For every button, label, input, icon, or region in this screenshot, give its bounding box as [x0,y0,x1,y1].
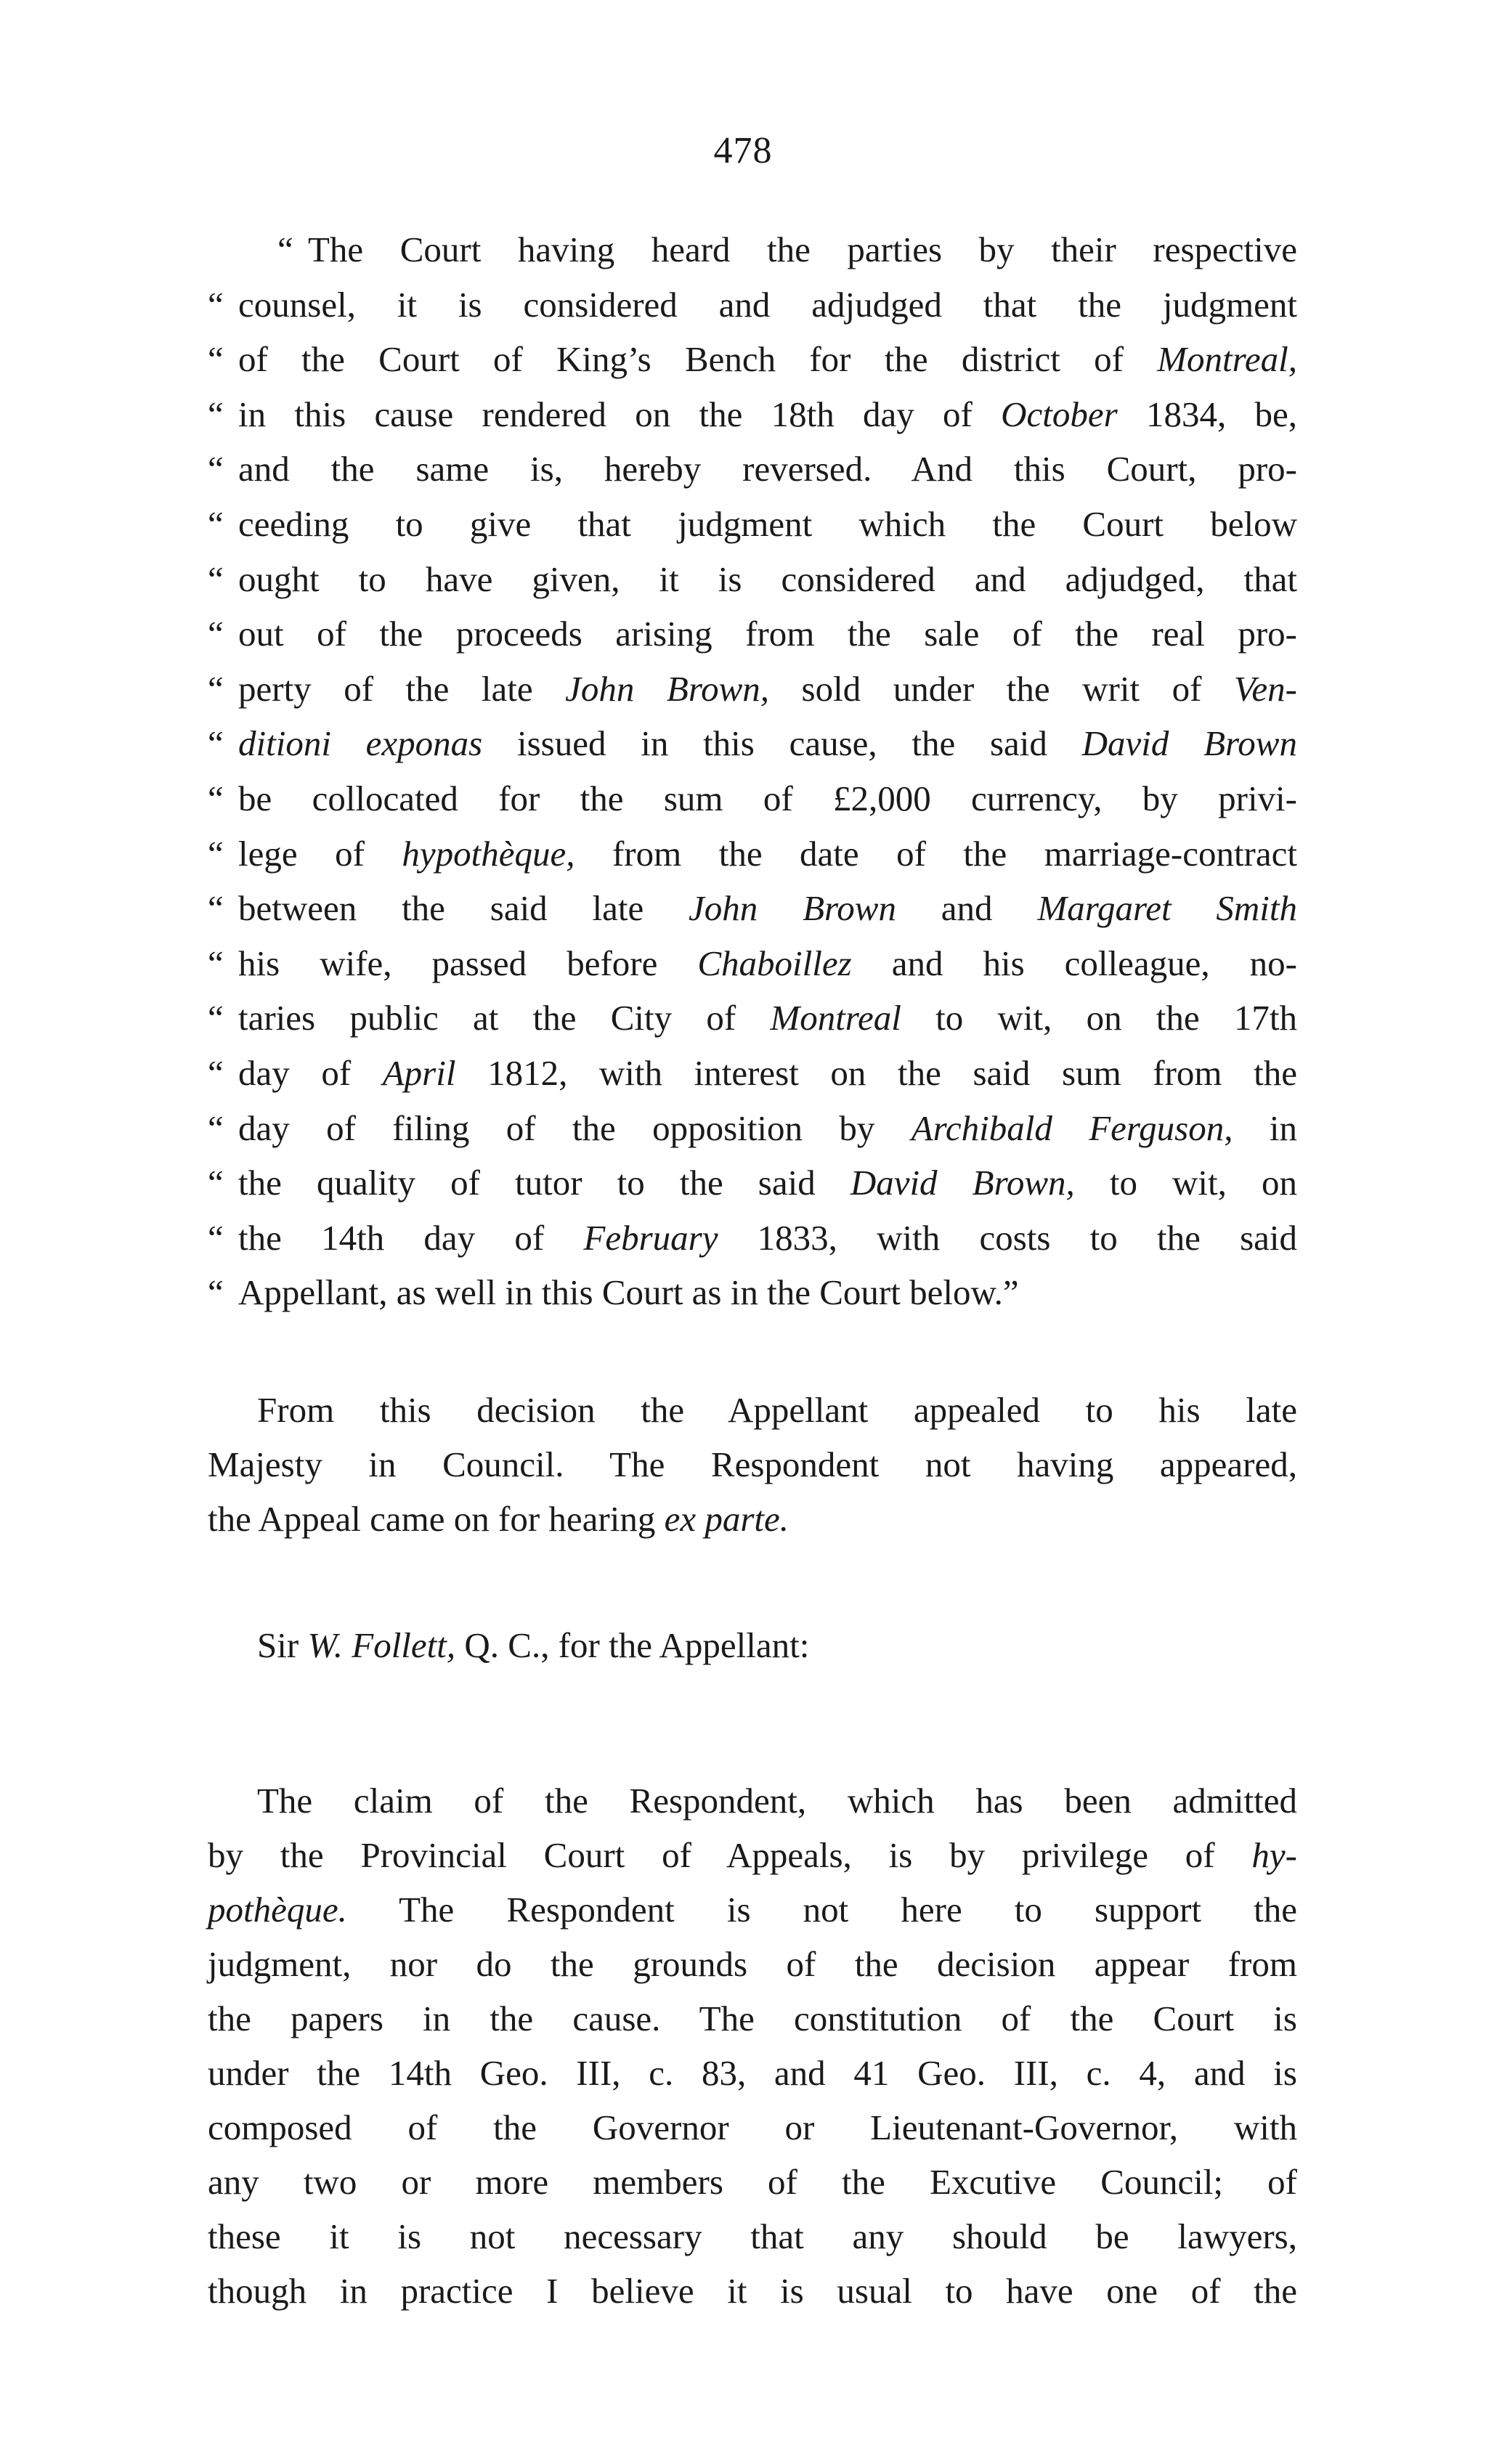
court-judgment-quote [208,222,1297,1320]
text-line [208,2264,1297,2318]
text-segment: Q. C., for the Appellant: [455,1625,810,1665]
italic-text: hypothèque, [402,833,575,874]
quote-mark: “ [208,449,224,489]
italic-text: October [1001,394,1118,434]
italic-text: Chaboillez [697,943,852,983]
text-line [208,387,1297,442]
text-line [208,2155,1297,2209]
quote-mark: “ [208,614,224,654]
text-segment: Sir [257,1625,308,1665]
text-segment: his wife, passed before [238,943,698,983]
text-segment: Majesty in Council. The Respondent not having appeared, [208,1444,1297,1484]
text-segment: in [1233,1107,1297,1148]
argument-paragraph [208,1773,1297,2318]
text-line [208,881,1297,936]
quote-mark: “ [208,1272,224,1313]
text-segment: composed of the Governor or Lieutenant-Governor, with [208,2107,1297,2147]
italic-text: hy- [1251,1835,1297,1875]
text-segment: ought to have given, it is considered and adjudged, that [238,558,1297,599]
text-segment: taries public at the City of [238,998,771,1038]
text-line [208,1828,1297,1882]
text-segment: Appellant, as well in this Court as in the Court below.” [238,1272,1019,1313]
text-segment: day of [238,1052,383,1093]
text-line [208,2209,1297,2264]
text-segment: the papers in the cause. The constitution of the Court is [208,1999,1297,2038]
text-line [208,2100,1297,2155]
text-line [208,771,1297,826]
text-line [208,552,1297,607]
counsel-line [208,1618,1297,1672]
text-segment: The Respondent is not here to support the [346,1890,1297,1930]
text-segment: and his colleague, no- [851,943,1297,983]
quote-mark: “ [208,668,224,709]
quote-mark: “ [208,339,224,380]
text-segment: the 14th day of [238,1217,584,1258]
quote-mark: “ [208,394,224,434]
text-line [208,332,1297,387]
text-segment: out of the proceeds arising from the sale of the real pro- [238,614,1297,654]
text-line [208,1383,1297,1437]
text-line [208,991,1297,1046]
quote-mark: “ [208,284,224,325]
text-segment: 1833, with costs to the said [718,1217,1297,1258]
text-line [208,1618,1297,1672]
decision-paragraph [208,1383,1297,1546]
italic-text: February [583,1217,718,1258]
italic-text: David Brown, [850,1163,1075,1203]
text-segment: between the said late [238,888,689,929]
italic-text: David Brown [1081,723,1297,764]
italic-text: Archibald Ferguson, [911,1107,1233,1148]
text-line [208,1101,1297,1156]
quote-mark: “ [208,1107,224,1148]
text-segment: From this decision the Appellant appealed to his late [257,1390,1297,1430]
text-segment: day of filing of the opposition by [238,1107,912,1148]
text-line [208,662,1297,717]
text-segment: to wit, on [1074,1163,1297,1203]
text-segment: these it is not necessary that any should be lawyers, [208,2216,1297,2256]
italic-text: ex parte. [664,1499,789,1539]
quote-mark: “ [208,888,224,929]
page-number: 478 [713,130,773,171]
text-segment: issued in this cause, the said [482,723,1082,764]
quote-mark: “ [208,1052,224,1093]
text-segment: the Appeal came on for hearing [208,1499,665,1539]
text-segment: from the date of the marriage-contract [574,833,1297,874]
text-segment: ceeding to give that judgment which the Court below [238,503,1297,544]
text-line [208,1773,1297,1828]
quote-mark: “ [208,998,224,1038]
quote-mark: “ [208,1217,224,1258]
text-line [208,606,1297,662]
text-line [208,1211,1297,1266]
text-segment: by the Provincial Court of Appeals, is by privilege of [208,1835,1252,1875]
italic-text: Montreal, [1157,339,1297,380]
text-line [208,1437,1297,1492]
italic-text: Ven- [1233,668,1297,709]
text-segment: to wit, on the 17th [901,998,1297,1038]
italic-text: Montreal [770,998,901,1038]
text-line [208,936,1297,991]
text-segment: and the same is, hereby reversed. And this Court, pro- [238,449,1297,489]
text-segment: the quality of tutor to the said [238,1163,850,1203]
italic-text: W. Follett, [307,1625,456,1665]
text-segment: perty of the late [238,668,566,709]
text-line [208,1882,1297,1937]
text-segment: 1834, be, [1117,394,1298,434]
text-line [208,1155,1297,1211]
text-segment: lege of [238,833,402,874]
quote-mark: “ [208,833,224,874]
text-segment: sold under the writ of [769,668,1234,709]
quote-mark: “ [208,723,224,764]
text-segment: and [896,888,1038,929]
text-segment: 1812, with interest on the said sum from the [455,1052,1297,1093]
text-segment: The Court having heard the parties by their respective [308,229,1297,269]
quote-mark: “ [208,503,224,544]
text-line [208,826,1297,882]
text-line [208,442,1297,497]
text-segment: The claim of the Respondent, which has been admitted [257,1781,1297,1821]
italic-text: Margaret Smith [1037,888,1297,929]
text-line [208,1937,1297,1991]
text-line [208,1991,1297,2046]
italic-text: John Brown [689,888,896,929]
quote-mark: “ [208,778,224,818]
italic-text: pothèque. [208,1890,347,1930]
text-line [208,222,1297,277]
italic-text: April [382,1052,456,1093]
quote-mark: “ [208,1163,224,1203]
text-line [208,716,1297,771]
text-segment: be collocated for the sum of £2,000 currency, by privi- [238,778,1297,818]
text-segment: judgment, nor do the grounds of the decision appear from [208,1944,1297,1984]
quote-mark: “ [208,558,224,599]
text-line [208,277,1297,333]
text-line [208,1492,1297,1546]
text-segment: counsel, it is considered and adjudged that the judgment [238,284,1297,325]
text-segment: any two or more members of the Excutive Council; of [208,2162,1297,2202]
text-segment: of the Court of King’s Bench for the district of [238,339,1158,380]
italic-text: John Brown, [565,668,769,709]
text-line [208,497,1297,552]
quote-mark: “ [277,229,293,269]
text-segment: in this cause rendered on the 18th day of [238,394,1002,434]
quote-mark: “ [208,943,224,983]
text-segment: though in practice I believe it is usual to have one of the [208,2271,1297,2311]
text-segment: under the 14th Geo. III, c. 83, and 41 Geo. III, c. 4, and is [208,2053,1297,2093]
italic-text: ditioni exponas [238,723,483,764]
text-line [208,2046,1297,2100]
text-line [208,1265,1297,1320]
text-line [208,1046,1297,1101]
